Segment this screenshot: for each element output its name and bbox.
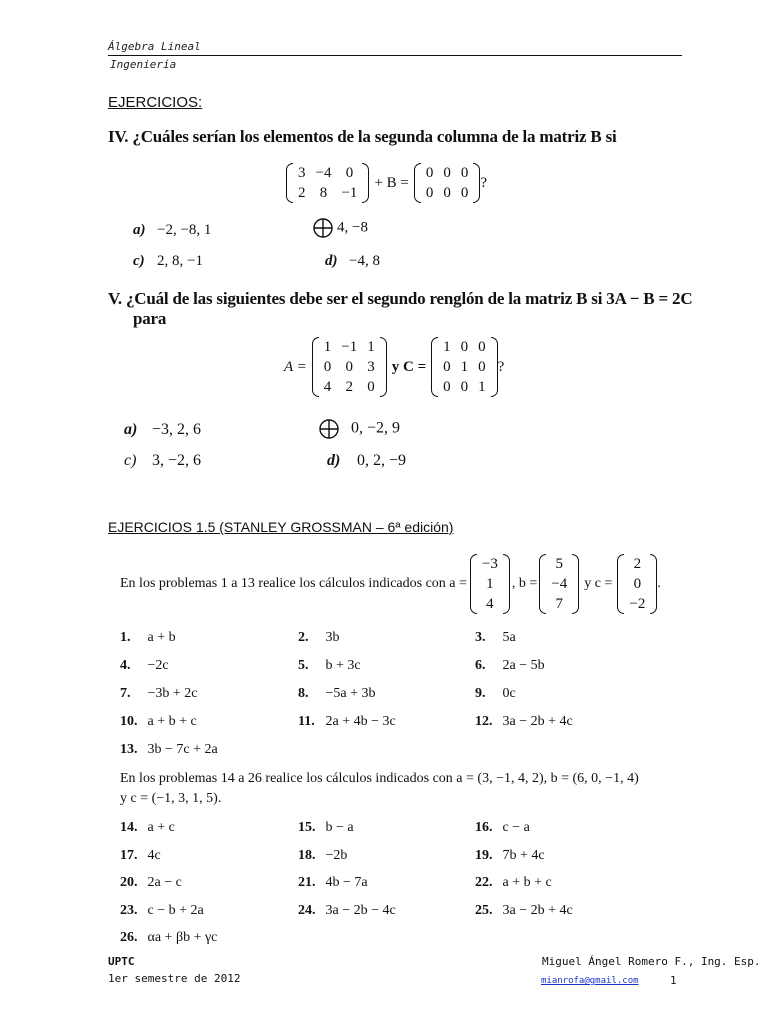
matrix-a-cell: 0 <box>323 359 332 375</box>
matrix-a <box>312 337 387 397</box>
problem-expression: −5a + 3b <box>322 686 376 701</box>
matrix-a-cell: 4 <box>323 379 332 395</box>
problem-expression: b − a <box>322 820 354 835</box>
problem-item <box>120 930 217 946</box>
matrix-a-cell: 1 <box>323 339 332 355</box>
matrix-zero-cell: 0 <box>443 165 451 181</box>
problem-number: 4. <box>120 658 131 673</box>
program-name: Ingeniería <box>110 58 177 71</box>
matrix-left-cell: −4 <box>315 165 332 181</box>
matrix-zero-cell: 0 <box>443 185 451 201</box>
problem-item <box>298 875 368 891</box>
circled-plus-icon <box>313 218 333 238</box>
problem-item <box>475 875 552 891</box>
matrix-zero-cell: 0 <box>460 185 469 201</box>
circled-plus-icon <box>319 419 339 439</box>
vector-b <box>539 554 579 614</box>
problem-expression: 0c <box>499 686 516 701</box>
problem-number: 3. <box>475 630 486 645</box>
problem-item <box>120 630 176 646</box>
matrix-c-cell: 0 <box>478 359 486 375</box>
matrix-a-cell: 2 <box>345 379 353 395</box>
matrix-c-cell: 0 <box>443 359 451 375</box>
problem-expression: 3a − 2b − 4c <box>322 902 396 918</box>
problem-expression: 3b <box>322 630 340 645</box>
problem-number: 25. <box>475 902 493 918</box>
matrix-c-cell: 1 <box>443 339 451 355</box>
problem-item <box>120 903 204 919</box>
problem-expression: 5a <box>499 630 516 645</box>
problem-expression: 2a + 4b − 3c <box>322 714 396 729</box>
problem-item <box>120 686 198 702</box>
q4-option-b: 4, −8 <box>313 218 368 238</box>
vector-b-cell: 7 <box>555 596 564 612</box>
problem-expression: c − b + 2a <box>144 902 204 918</box>
problem-expression: b + 3c <box>322 658 361 673</box>
problem-item <box>298 630 340 646</box>
problem-number: 6. <box>475 658 486 673</box>
problem-expression: 3b − 7c + 2a <box>144 742 218 757</box>
problem-number: 15. <box>298 820 316 835</box>
q5-option-a: a) −3, 2, 6 <box>124 421 202 438</box>
problem-item <box>475 686 516 702</box>
footer-author: Miguel Ángel Romero F., Ing. Esp. <box>542 955 761 968</box>
section-title-grossman: EJERCICIOS 1.5 (STANLEY GROSSMAN – 6ª edición) <box>108 519 454 535</box>
matrix-zero-cell: 0 <box>460 165 469 181</box>
problem-number: 14. <box>120 820 138 835</box>
problem-item <box>120 658 169 674</box>
problem-number: 17. <box>120 847 138 863</box>
problem-expression: 2a − c <box>144 875 182 890</box>
matrix-zero-cell: 0 <box>425 185 434 201</box>
matrix-left-cell: 8 <box>319 185 328 201</box>
problem-number: 11. <box>298 714 315 729</box>
matrix-zero <box>414 163 481 203</box>
vector-a-cell: −3 <box>481 556 498 572</box>
problem-expression: a + b <box>144 630 176 645</box>
problem-number: 7. <box>120 686 131 701</box>
matrix-c-cell: 1 <box>478 379 486 395</box>
problem-item <box>475 820 530 836</box>
problem-item <box>120 848 161 864</box>
problem-item <box>298 658 361 674</box>
problem-item <box>298 820 354 836</box>
vector-a <box>470 554 510 614</box>
problem-expression: αa + βb + γc <box>144 930 218 945</box>
vector-b-cell: −4 <box>551 576 568 592</box>
problem-number: 12. <box>475 714 493 729</box>
matrix-a-cell: 0 <box>345 359 353 375</box>
problem-item <box>120 742 218 758</box>
matrix-left-cell: 0 <box>345 165 354 181</box>
intro-problems-1-13: En los problemas 1 a 13 realice los cálculos indicados con a = −3 1 4 , b = 5 −4 7 y c = 2 0 −2 . <box>120 556 661 612</box>
vector-c-cell: 0 <box>633 576 642 592</box>
problem-item <box>298 714 396 730</box>
problem-expression: −2c <box>144 658 169 673</box>
intro-problems-14-26-line2: y c = (−1, 3, 1, 5). <box>120 791 222 806</box>
problem-item <box>120 875 182 891</box>
question-iv-text: IV. ¿Cuáles serían los elementos de la segunda columna de la matriz B si <box>108 127 617 146</box>
problem-expression: a + b + c <box>499 875 552 890</box>
matrix-left <box>286 163 369 203</box>
q5-option-c: c) 3, −2, 6 <box>124 452 202 469</box>
vector-c <box>617 554 657 614</box>
problem-item <box>475 848 545 864</box>
question-v-text-cont: para <box>133 309 167 328</box>
problem-number: 13. <box>120 742 138 757</box>
problem-item <box>298 848 347 864</box>
matrix-c-cell: 1 <box>460 359 469 375</box>
problem-number: 22. <box>475 875 493 890</box>
matrix-c-cell: 0 <box>460 339 469 355</box>
question-v-equation: A = 1 −1 1 0 0 3 4 2 0 y C = 1 0 0 0 1 0 0 0 1 ? <box>284 339 505 395</box>
problem-number: 10. <box>120 714 138 729</box>
page-number: 1 <box>670 974 677 987</box>
question-v-text: V. ¿Cuál de las siguientes debe ser el segundo renglón de la matriz B si 3A − B = 2C <box>108 289 693 308</box>
footer-institution: UPTC <box>108 955 135 968</box>
vector-c-cell: −2 <box>629 596 646 612</box>
matrix-c-cell: 0 <box>478 339 486 355</box>
problem-item <box>475 630 516 646</box>
course-title: Álgebra Lineal <box>108 40 201 53</box>
problem-number: 2. <box>298 630 309 645</box>
vector-b-cell: 5 <box>555 556 564 572</box>
problem-number: 24. <box>298 902 316 918</box>
problem-number: 23. <box>120 902 138 918</box>
problem-expression: −2b <box>322 847 348 863</box>
problem-expression: 7b + 4c <box>499 847 545 863</box>
header-divider <box>108 55 682 56</box>
problem-number: 18. <box>298 847 316 863</box>
vector-a-cell: 4 <box>486 596 494 612</box>
problem-number: 8. <box>298 686 309 701</box>
matrix-a-cell: 1 <box>367 339 375 355</box>
problem-item <box>475 903 573 919</box>
footer-email-link[interactable]: mianrofa@gmail.com <box>541 976 639 986</box>
matrix-left-cell: −1 <box>341 185 358 201</box>
q5-option-d: d) 0, 2, −9 <box>327 452 407 469</box>
problem-number: 20. <box>120 875 138 890</box>
problem-expression: a + b + c <box>144 714 197 729</box>
problem-expression: 4c <box>144 847 161 863</box>
matrix-a-cell: 3 <box>367 359 375 375</box>
problem-number: 5. <box>298 658 309 673</box>
q4-option-a: a) −2, −8, 1 <box>133 222 212 238</box>
problem-expression: 2a − 5b <box>499 658 545 673</box>
matrix-c-cell: 0 <box>460 379 469 395</box>
footer-semester: 1er semestre de 2012 <box>108 972 241 985</box>
problem-item <box>298 686 376 702</box>
problem-number: 21. <box>298 875 316 890</box>
problem-expression: 4b − 7a <box>322 875 368 890</box>
vector-c-cell: 2 <box>633 556 642 572</box>
matrix-a-cell: −1 <box>341 339 358 355</box>
matrix-c <box>431 337 498 397</box>
problem-expression: c − a <box>499 820 530 835</box>
problem-item <box>475 714 573 730</box>
problem-expression: 3a − 2b + 4c <box>499 714 573 729</box>
problem-item <box>120 714 197 730</box>
vector-a-cell: 1 <box>486 576 494 592</box>
problem-number: 16. <box>475 820 493 835</box>
matrix-left-cell: 2 <box>298 185 306 201</box>
question-iv-equation: 3 −4 0 2 8 −1 + B = 0 0 0 0 0 0 ? <box>286 163 487 203</box>
problem-item <box>298 903 396 919</box>
intro-problems-14-26-line1: En los problemas 14 a 26 realice los cálculos indicados con a = (3, −1, 4, 2), b = (6, 0, −1, 4) <box>120 771 639 786</box>
matrix-left-cell: 3 <box>298 165 306 181</box>
problem-item <box>475 658 545 674</box>
problem-number: 9. <box>475 686 486 701</box>
problem-expression: a + c <box>144 820 175 835</box>
q4-option-d: d) −4, 8 <box>325 253 380 269</box>
matrix-c-cell: 0 <box>443 379 451 395</box>
problem-expression: 3a − 2b + 4c <box>499 902 573 918</box>
q4-option-c: c) 2, 8, −1 <box>133 253 203 269</box>
section-title-ejercicios: EJERCICIOS: <box>108 94 203 111</box>
q5-option-b: 0, −2, 9 <box>319 419 400 439</box>
matrix-zero-cell: 0 <box>425 165 434 181</box>
problem-expression: −3b + 2c <box>144 686 198 701</box>
problem-number: 1. <box>120 630 131 645</box>
problem-number: 26. <box>120 930 138 945</box>
problem-item <box>120 820 175 836</box>
matrix-a-cell: 0 <box>367 379 375 395</box>
problem-number: 19. <box>475 847 493 863</box>
